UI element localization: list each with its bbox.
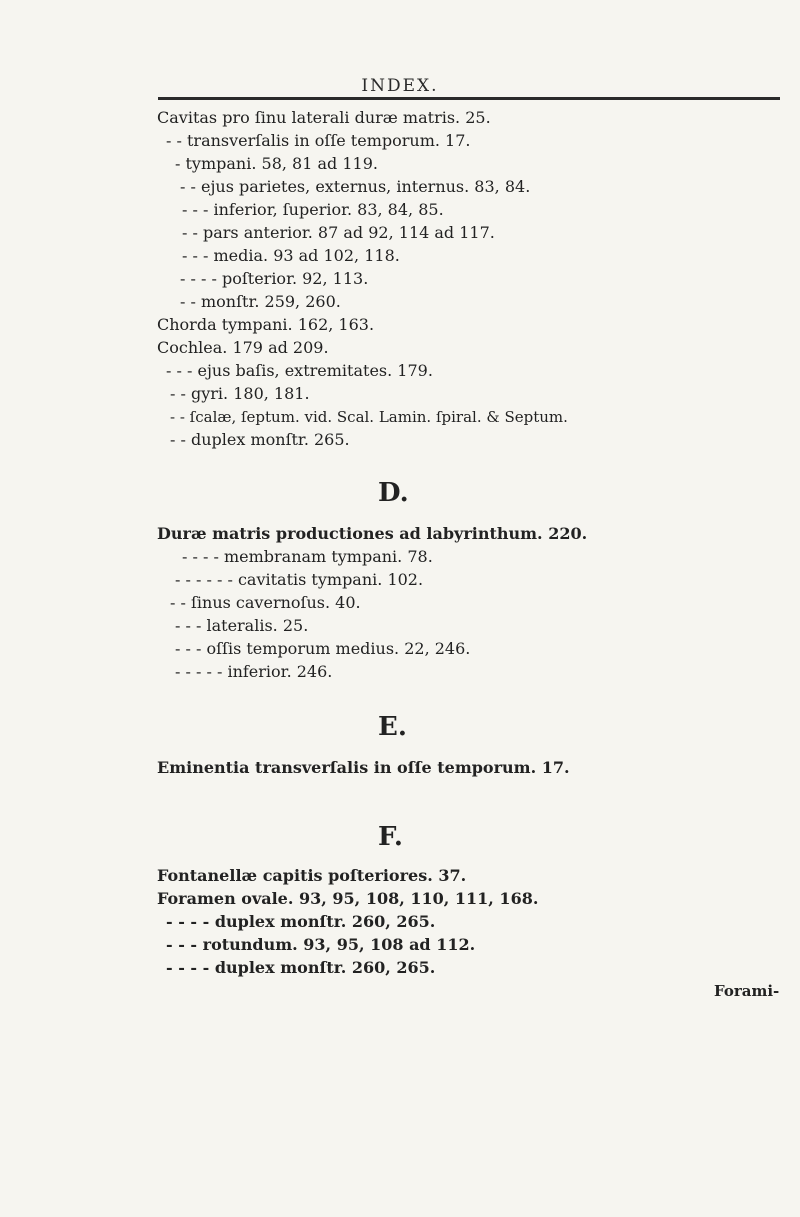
index-entry: Duræ matris productiones ad labyrinthum. 220.	[157, 524, 588, 543]
index-entry: - - - lateralis. 25.	[175, 616, 309, 635]
index-entry: - - - ejus baſis, extremitates. 179.	[166, 361, 433, 380]
index-entry: - - - - membranam tympani. 78.	[182, 547, 433, 566]
index-entry: - - transverſalis in oſſe temporum. 17.	[166, 131, 471, 150]
index-entry: - - monſtr. 259, 260.	[180, 292, 341, 311]
index-entry: Eminentia transverſalis in oſſe temporum. 17.	[157, 758, 570, 777]
index-entry: - - - - poſterior. 92, 113.	[180, 269, 369, 288]
catchword: Forami-	[714, 982, 780, 1000]
index-entry: - - - inferior, ſuperior. 83, 84, 85.	[182, 200, 444, 219]
section-letter-f: F.	[378, 822, 403, 852]
index-entry: Chorda tympani. 162, 163.	[157, 315, 375, 334]
index-entry: - - - rotundum. 93, 95, 108 ad 112.	[166, 935, 476, 954]
index-entry: - - ejus parietes, externus, internus. 83, 84.	[180, 177, 531, 196]
section-letter-e: E.	[378, 712, 407, 742]
index-entry: - - duplex monſtr. 265.	[170, 430, 350, 449]
index-entry: - tympani. 58, 81 ad 119.	[175, 154, 378, 173]
index-entry: - - - - duplex monſtr. 260, 265.	[166, 912, 436, 931]
index-entry: Foramen ovale. 93, 95, 108, 110, 111, 168.	[157, 889, 539, 908]
index-entry: - - pars anterior. 87 ad 92, 114 ad 117.	[182, 223, 495, 242]
index-entry: Fontanellæ capitis poſteriores. 37.	[157, 866, 467, 885]
index-entry: - - - oſſis temporum medius. 22, 246.	[175, 639, 471, 658]
header-rule	[158, 97, 780, 100]
index-entry: - - gyri. 180, 181.	[170, 384, 310, 403]
index-entry: - - - - - - cavitatis tympani. 102.	[175, 570, 424, 589]
index-entry: Cochlea. 179 ad 209.	[157, 338, 329, 357]
index-entry: Cavitas pro ſinu laterali duræ matris. 25.	[157, 108, 491, 127]
index-entry: - - - media. 93 ad 102, 118.	[182, 246, 400, 265]
index-entry: - - - - duplex monſtr. 260, 265.	[166, 958, 436, 977]
index-entry: - - ſinus cavernoſus. 40.	[170, 593, 361, 612]
section-letter-d: D.	[378, 478, 409, 508]
page-header: INDEX.	[361, 76, 439, 96]
index-entry: - - ſcalæ, ſeptum. vid. Scal. Lamin. ſpiral. & Septum.	[170, 408, 568, 426]
index-entry: - - - - - inferior. 246.	[175, 662, 333, 681]
